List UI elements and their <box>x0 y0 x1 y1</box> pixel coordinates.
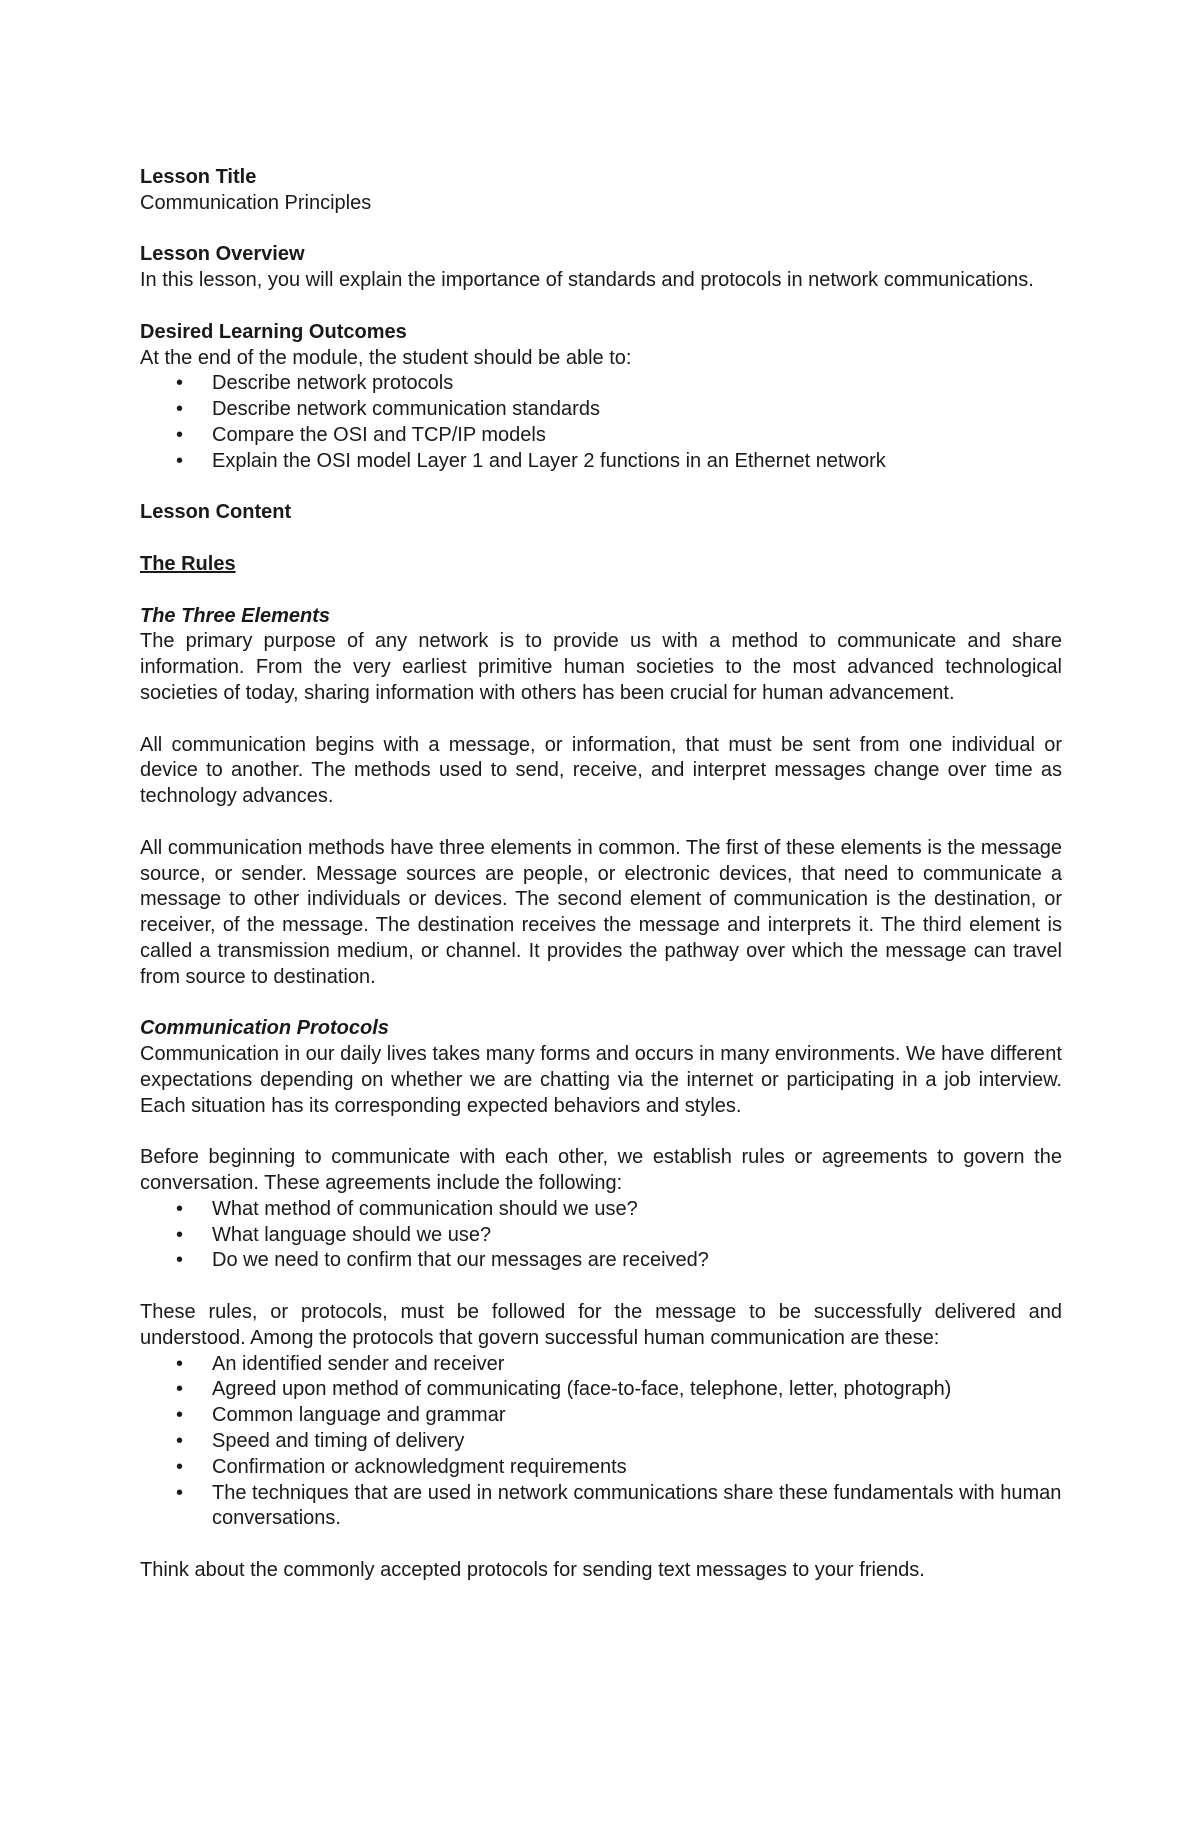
lesson-title-value: Communication Principles <box>140 191 372 214</box>
lesson-content-heading: Lesson Content <box>140 501 292 524</box>
list-item <box>140 1352 1062 1378</box>
list-item <box>140 397 1062 423</box>
list-item <box>140 1248 1062 1274</box>
list-item-text: Do we need to confirm that our messages are received? <box>212 1249 709 1272</box>
list-item-text: Confirmation or acknowledgment requirements <box>212 1455 627 1478</box>
list-item <box>140 371 1062 397</box>
protocols-paragraph-2: Before beginning to communicate with each other, we establish rules or agreements to govern the conversation. These agreements include the following: <box>140 1146 1062 1195</box>
desired-outcomes-list <box>140 371 1062 474</box>
protocols-paragraph-1: Communication in our daily lives takes many forms and occurs in many environments. We have different expectations depending on whether we are chatting via the internet or participating in a job interview. Each situation has its corresponding expected behaviors and styles. <box>140 1043 1062 1117</box>
list-item <box>140 1223 1062 1249</box>
the-rules-heading: The Rules <box>140 552 236 575</box>
lesson-title-heading: Lesson Title <box>140 166 257 188</box>
three-elements-paragraph-3: All communication methods have three elements in common. The first of these elements is the message source, or sender. Message sources are people, or electronic devices, that need to communicate a message to other individuals or devices. The second element of communication is the destination, or receiver, of the message. The destination receives the message and interprets it. The third element is called a transmission medium, or channel. It provides the pathway over which the message can travel from source to destination. <box>140 836 1062 988</box>
protocols-paragraph-3: These rules, or protocols, must be followed for the message to be successfully delivered and understood. Among the protocols that govern successful human communication are these: <box>140 1301 1062 1349</box>
list-item <box>140 1197 1062 1223</box>
bullet-icon: • <box>176 1378 184 1401</box>
list-item-text: What language should we use? <box>212 1223 492 1246</box>
list-item-text: An identified sender and receiver <box>212 1352 505 1375</box>
lesson-overview-text: In this lesson, you will explain the importance of standards and protocols in network communications. <box>140 269 1034 292</box>
list-item <box>140 423 1062 449</box>
list-item-text: Describe network protocols <box>212 372 454 395</box>
desired-outcomes-heading: Desired Learning Outcomes <box>140 320 407 343</box>
rules-list <box>140 1352 1062 1533</box>
list-item <box>140 1429 1062 1455</box>
three-elements-paragraph-1: The primary purpose of any network is to provide us with a method to communicate and share information. From the very earliest primitive human societies to the most advanced technological societies of today, sharing information with others has been crucial for human advancement. <box>140 630 1062 704</box>
protocols-closing: Think about the commonly accepted protocols for sending text messages to your friends. <box>140 1559 925 1582</box>
agreements-list <box>140 1197 1062 1274</box>
bullet-icon: • <box>176 423 184 446</box>
list-item <box>140 1377 1062 1403</box>
list-item-text: The techniques that are used in network communications share these fundamentals with human conversations. <box>212 1481 1062 1530</box>
bullet-icon: • <box>176 1223 184 1246</box>
bullet-icon: • <box>176 1430 184 1453</box>
bullet-icon: • <box>176 1249 184 1272</box>
list-item-text: Speed and timing of delivery <box>212 1430 465 1453</box>
list-item <box>140 1403 1062 1429</box>
communication-protocols-heading: Communication Protocols <box>140 1017 389 1040</box>
bullet-icon: • <box>176 1481 184 1504</box>
lesson-overview-heading: Lesson Overview <box>140 243 305 266</box>
three-elements-heading: The Three Elements <box>140 604 331 627</box>
bullet-icon: • <box>176 398 184 421</box>
bullet-icon: • <box>176 372 184 395</box>
list-item <box>140 449 1062 475</box>
bullet-icon: • <box>176 1197 184 1220</box>
three-elements-paragraph-2: All communication begins with a message, or information, that must be sent from one individual or device to another. The methods used to send, receive, and interpret messages change over time as technology advances. <box>140 733 1062 808</box>
bullet-icon: • <box>176 1404 184 1427</box>
list-item-text: What method of communication should we use? <box>212 1197 638 1220</box>
list-item-text: Describe network communication standards <box>212 398 600 421</box>
list-item-text: Explain the OSI model Layer 1 and Layer 2 functions in an Ethernet network <box>212 449 886 472</box>
list-item-text: Common language and grammar <box>212 1404 506 1427</box>
list-item-text: Agreed upon method of communicating (face-to-face, telephone, letter, photograph) <box>212 1378 952 1401</box>
list-item <box>140 1481 1062 1533</box>
list-item-text: Compare the OSI and TCP/IP models <box>212 423 546 446</box>
desired-outcomes-intro: At the end of the module, the student should be able to: <box>140 346 632 369</box>
list-item <box>140 1455 1062 1481</box>
document-page <box>140 165 1062 1584</box>
bullet-icon: • <box>176 1352 184 1375</box>
bullet-icon: • <box>176 1455 184 1478</box>
bullet-icon: • <box>176 449 184 472</box>
